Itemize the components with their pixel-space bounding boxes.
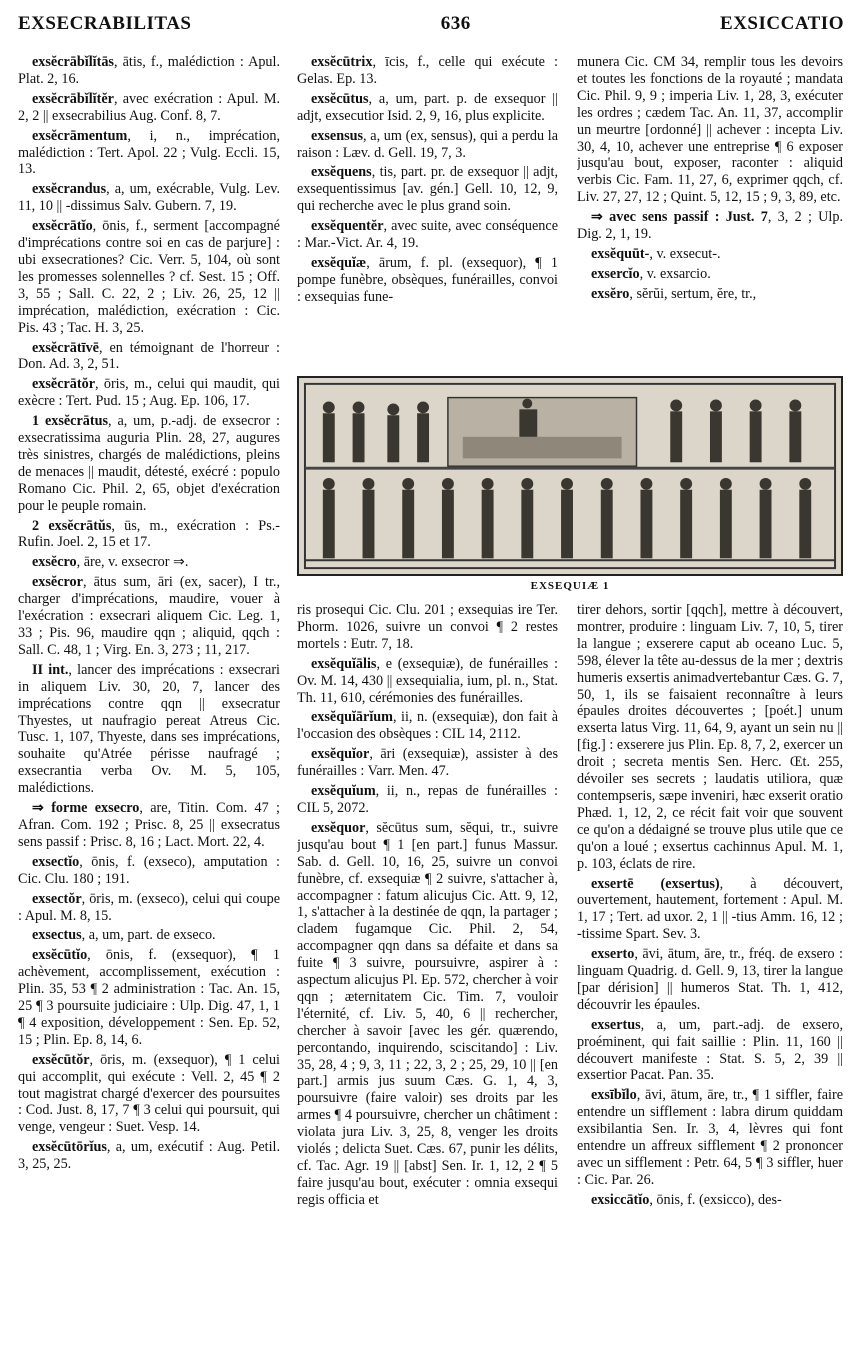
funeral-relief-illustration-icon — [299, 378, 841, 574]
column-left — [18, 54, 280, 1354]
dictionary-entry: exsĕcūtrix, īcis, f., celle qui exécute : Gelas. Ep. 13. — [297, 54, 558, 87]
header-left-word: EXSECRABILITAS — [18, 13, 192, 34]
dictionary-entry: exsiccātĭo, ōnis, f. (exsicco), des- — [591, 1191, 782, 1208]
dictionary-entry: exsĕcūtŏr, ōris, m. (exsequor), ¶ 1 celui qui accomplit, qui exécute : Vell. 2, 45 ¶ 2 tout magistrat chargé d'exercer des poursuites : Cod. Just. 8, 17, 7 ¶ 3 celui qui poursuit, qui venge, vengeur : Suet. Vesp. 14. — [18, 1051, 280, 1136]
dictionary-entry: ris prosequi Cic. Clu. 201 ; exsequias ire Ter. Phorm. 1026, suivre un convoi ¶ 2 restes mortels : Eutr. 7, 18. — [297, 602, 558, 652]
entry-headword: ⇒ avec sens passif : Just. 7 — [591, 209, 768, 226]
dictionary-entry: exsĕquĭor, āri (exsequiæ), assister à des funérailles : Varr. Men. 47. — [297, 746, 558, 780]
entry-headword: exsiccātĭo — [591, 1191, 650, 1208]
dictionary-entry: exsĕquĭum, ii, n., repas de funérailles : CIL 5, 2072. — [297, 783, 558, 816]
dictionary-entry: exsĕro, sĕrŭi, sertum, ĕre, tr., — [591, 285, 757, 302]
dictionary-entry: ⇒ forme exsecro, are, Titin. Com. 47 ; Afran. Com. 192 ; Prisc. 8, 25 || exsecratus sens passif : Prisc. 8, 16 ; Lact. Mort. 22, 4. — [18, 800, 280, 850]
running-header — [18, 10, 844, 38]
dictionary-entry: exsĕcrātŏr, ōris, m., celui qui maudit, qui exècre : Tert. Pud. 15 ; Aug. Ep. 106, 17. — [18, 376, 280, 410]
dictionary-entry: exsĕcūtĭo, ōnis, f. (exsequor), ¶ 1 achèvement, accomplissement, exécution : Plin. 35, 53 ¶ 2 administration : Tac. An. 15, 25 ¶ 3 poursuite judiciaire : Ulp. Dig. 47, 1, 1 ¶ 4 exposition, développement : Sen. Ep. 52, 15 ; Plin. Ep. 8, 14, 6. — [18, 947, 280, 1048]
header-right-word: EXSICCATIO — [720, 13, 844, 34]
entry-headword: exsĕro — [591, 285, 630, 302]
entry-headword: II int. — [32, 661, 69, 678]
dictionary-entry: exserto, āvi, ātum, āre, tr., fréq. de exsero : linguam Quadrig. d. Gell. 9, 13, tirer la langue [par dérision] || humeros Stat. Th. 1, 412, découvrir les épaules. — [577, 946, 843, 1013]
dictionary-entry: exsĕquens, tis, part. pr. de exsequor || adjt, exsequentissimus [av. gén.] Gell. 10, 12, 9, qui recherche avec le plus grand soin. — [297, 164, 558, 215]
entry-headword: exsĕcūtus — [311, 90, 369, 107]
column-right-bottom — [577, 602, 843, 1354]
entry-headword: exsĕcūtŏr — [32, 1051, 90, 1068]
entry-headword: exsībĭlo — [591, 1087, 637, 1104]
column-right-top — [577, 54, 843, 372]
entry-headword: exsensus — [311, 127, 364, 144]
entry-headword: 1 exsĕcrātus — [32, 413, 109, 430]
dictionary-entry: tirer dehors, sortir [qqch], mettre à découvert, montrer, produire : linguam Liv. 7, 10, 5, tirer la langue ; exserere caput ab oceano Luc. 5, 598, élever la tête au-dessus de la mer ; dextris humeris exsertis animadvertebantur Cæs. G. 7, 50, 1, ils se faisaient reconnaître à leurs épaules droites découvertes ; [poét.] unum exserta latus Virg. 11, 64, 9, ayant un sein nu || [fig.] : exserere jus Plin. Ep. 8, 7, 2, exercer un droit ; secreta mentis Sen. Herc. Œt. 255, dévoiler ses secrets ; laudatis utiliora, quæ contempseris, sæpe inveniri, hæc exserit oratio Phæd. 1, 12, 2, ce récit fait voir que souvent ce qu'on a dédaigné se trouve plus utile que ce qu'on a loué ; exsertus cachinnus Apul. M. 1, p. 103, éclats de rire. — [577, 602, 843, 872]
dictionary-entry: 1 exsĕcrātus, a, um, p.-adj. de exsecror : exsecratissima auguria Plin. 28, 27, augures très sinistres, chargés de malédictions, pleins de menaces || maudit, détesté, exécré : populo Romano Cic. Phil. 2, 65, objet d'exécration pour le peuple romain. — [18, 413, 280, 514]
dictionary-entry: exsectĭo, ōnis, f. (exseco), amputation : Cic. Clu. 180 ; 191. — [18, 853, 280, 887]
entry-headword: exsercĭo — [591, 265, 640, 282]
dictionary-entry: exsībĭlo, āvi, ātum, āre, tr., ¶ 1 siffler, faire entendre un sifflement : labra dirum quiddam exsibilantia Sen. Ir. 3, 4, lèvres qui font entendre un affreux sifflement ¶ 2 prononcer avec un sifflement : Petr. 64, 5 ¶ 3 siffler, huer : Cic. Par. 26. — [577, 1087, 843, 1188]
column-middle-top — [297, 54, 558, 372]
dictionary-entry: exsĕcrāmentum, i, n., imprécation, malédiction : Tert. Apol. 22 ; Vulg. Eccli. 15, 13. — [18, 127, 280, 178]
entry-headword: exsĕcro — [32, 554, 77, 571]
dictionary-entry: exsĕquor, sĕcūtus sum, sĕqui, tr., suivre jusqu'au bout ¶ 1 [en part.] funus Massur. Sab. d. Gell. 10, 16, 25, suivre un convoi funèbre, cf. exsequiæ ¶ 2 suivre, s'attacher à, accompagner : fatum alicujus Cic. Att. 9, 12, 1, s'attacher à la destinée de qqn, la partager ; cladem fugamque Cic. Phil. 2, 54, accompagner qqn dans sa défaite et dans sa fuite ¶ 3 suivre, poursuivre, aspirer à : aspectum alicujus Pl. Ep. 572, chercher à voir qqn ; æternitatem Cic. Tim. 7, vouloir l'éternité, cf. Liv. 5, 40, 6 || rechercher, chercher à savoir [avec les gér. quærendo, percontando, inquirendo, sciscitando] : Liv. 35, 28, 4 ; 9, 3, 11 ; 22, 3, 2 ; 25, 29, 10 || [en part.] armis jus suum Cæs. G. 1, 4, 3, poursuivre (faire valoir) ses droits par les armes ¶ 4 poursuivre, chercher un châtiment : violata jura Liv. 3, 25, 8, venger les droits violés ; delicta Suet. Cæs. 67, punir les délits, cf. Tac. Agr. 19 || [abst] Sen. Ir. 1, 12, 2 ¶ 5 faire jusqu'au bout, exécuter : omnia exsequi regis officia et — [297, 819, 558, 1208]
dictionary-entry: exsectŏr, ōris, m. (exseco), celui qui coupe : Apul. M. 8, 15. — [18, 890, 280, 924]
entry-headword: ⇒ forme exsecro — [32, 800, 140, 817]
dictionary-entry: exsectus, a, um, part. de exseco. — [32, 927, 216, 944]
dictionary-entry: exsĕcrātīvē, en témoignant de l'horreur : Don. Ad. 3, 2, 51. — [18, 339, 280, 373]
dictionary-entry: II int., lancer des imprécations : exsecrari in aliquem Liv. 30, 20, 7, lancer des imprécations contre qqn || exsecratur Thyestes, ut naufragio pereat Atreus Cic. Tusc. 1, 107, Thyeste, dans ses imprécations, souhaite qu'Atrée périsse naufragé ; exsecrantia verba Ov. M. 5, 105, malédictions. — [18, 661, 280, 797]
dictionary-entry: exsĕcrandus, a, um, exécrable, Vulg. Lev. 11, 10 || -dissimus Salv. Gubern. 7, 19. — [18, 181, 280, 215]
entry-headword: exsertē (exsertus) — [591, 875, 720, 892]
entry-headword: exsectĭo — [32, 853, 80, 870]
entry-headword: 2 exsĕcrātŭs — [32, 517, 112, 534]
entry-headword: exsĕcūtrix — [311, 54, 373, 70]
entry-headword: exsĕcrābĭlĭtās — [32, 54, 114, 70]
column-middle-bottom — [297, 602, 558, 1354]
entry-headword: exsĕquentĕr — [311, 218, 384, 235]
entry-headword: exsĕcrāmentum — [32, 127, 128, 144]
figure-caption: EXSEQUIÆ 1 — [530, 580, 610, 592]
entry-headword: exsertus — [591, 1016, 641, 1033]
dictionary-entry: exsĕcrābĭlĭtĕr, avec exécration : Apul. M. 2, 2 || exsecrabilius Aug. Conf. 8, 7. — [18, 90, 280, 124]
entry-headword: exserto — [591, 946, 635, 963]
entry-headword: exsectŏr — [32, 890, 82, 907]
entry-headword: exsĕquĭālis — [311, 655, 377, 672]
entry-headword: exsĕquūt- — [591, 245, 650, 262]
dictionary-entry: exsĕcro, āre, v. exsecror ⇒. — [32, 554, 189, 571]
entry-headword: exsĕquĭum — [311, 783, 376, 800]
dictionary-entry: exsĕcūtus, a, um, part. p. de exsequor || adjt, exsecutior Isid. 2, 9, 16, plus explicite. — [297, 90, 558, 124]
entry-headword: exsĕcūtĭo — [32, 947, 88, 964]
dictionary-entry: exsĕquĭæ, ārum, f. pl. (exsequor), ¶ 1 pompe funèbre, obsèques, funérailles, convoi : exsequias fune- — [297, 254, 558, 305]
entry-headword: exsĕcūtōrĭus — [32, 1139, 107, 1156]
entry-headword: exsĕcrātīvē — [32, 339, 99, 356]
dictionary-entry: exsensus, a, um (ex, sensus), qui a perdu la raison : Læv. d. Gell. 19, 7, 3. — [297, 127, 558, 161]
dictionary-entry: exsĕcrābĭlĭtās, ātis, f., malédiction : Apul. Plat. 2, 16. — [18, 54, 280, 87]
dictionary-entry: munera Cic. CM 34, remplir tous les devoirs et toutes les fonctions de la royauté ; mandata Cic. Phil. 9, 9 ; imperia Liv. 1, 28, 3, exécuter les ordres ; cædem Tac. An. 11, 37, accomplir un meurtre [ordonné] || achever : incepta Liv. 30, 4, 10, achever une entreprise ¶ 6 exposer jusqu'au bout, exposer, raconter : aliquid verbis Cic. Fam. 11, 27, 6, exprimer qqch, cf. Liv. 27, 27, 12 ; Quint. 5, 12, 15 ; 9, 3, 89, etc. — [577, 54, 843, 206]
dictionary-entry: exsĕquĭārĭum, ii, n. (exsequiæ), don fait à l'occasion des obsèques : CIL 14, 2112. — [297, 709, 558, 743]
entry-headword: exsĕquĭæ — [311, 254, 367, 271]
dictionary-entry: exsercĭo, v. exsarcio. — [591, 265, 711, 282]
dictionary-entry: exsĕcror, ātus sum, āri (ex, sacer), I tr., charger d'imprécations, maudire, vouer à l'exécration : exsecrari aliquem Cic. Leg. 1, 33 ; Pis. 96, maudire qqn ; aliquid, qqch : Sall. C. 48, 1 ; Virg. En. 3, 273 ; 11, 217. — [18, 574, 280, 658]
dictionary-entry: exsertē (exsertus), à découvert, ouvertement, hautement, fortement : Apul. M. 1, 17 ; Tert. ad uxor. 2, 1 || -tius Amm. 16, 12 ; -tissime Spart. Sev. 3. — [577, 875, 843, 943]
entry-headword: exsĕcrandus — [32, 181, 107, 198]
entry-headword: exsĕquĭārĭum — [311, 709, 393, 726]
dictionary-entry: exsĕquentĕr, avec suite, avec conséquence : Mar.-Vict. Ar. 4, 19. — [297, 218, 558, 252]
dictionary-entry: exsĕquūt-, v. exsecut-. — [591, 245, 721, 262]
funeral-relief-figure — [297, 376, 843, 576]
entry-headword: exsĕcrātŏr — [32, 376, 96, 393]
entry-headword: exsĕcrātĭo — [32, 218, 93, 235]
dictionary-entry: exsertus, a, um, part.-adj. de exsero, proéminent, qui fait saillie : Plin. 11, 160 || découvert manifeste : Stat. S. 5, 2, 39 || exsertior Pacat. Pan. 35. — [577, 1016, 843, 1084]
dictionary-entry: exsĕquĭālis, e (exsequiæ), de funérailles : Ov. M. 14, 430 || exsequialia, ium, pl. n., Stat. Th. 11, 610, cérémonies des funérailles. — [297, 655, 558, 706]
dictionary-entry: exsĕcrātĭo, ōnis, f., serment [accompagné d'imprécations contre soi en cas de parjure] : ubi exsecrationes? Cic. Verr. 5, 104, où sont les promesses solennelles ? cf. Sest. 15 ; Off. 3, 55 ; Sall. C. 22, 2 ; Liv. 26, 25, 12 || imprécation, malédiction, exécration : Cic. Pis. 43 ; Tac. H. 3, 25. — [18, 218, 280, 336]
entry-headword: exsĕcror — [32, 574, 83, 591]
dictionary-entry: exsĕcūtōrĭus, a, um, exécutif : Aug. Petil. 3, 25, 25. — [18, 1139, 280, 1173]
dictionary-entry: ⇒ avec sens passif : Just. 7, 3, 2 ; Ulp. Dig. 2, 1, 19. — [577, 209, 843, 243]
entry-headword: exsĕquens — [311, 164, 372, 181]
entry-headword: exsĕcrābĭlĭtĕr — [32, 90, 114, 107]
entry-headword: exsectus — [32, 927, 82, 944]
dictionary-entry: 2 exsĕcrātŭs, ūs, m., exécration : Ps.-Rufin. Joel. 2, 15 et 17. — [18, 517, 280, 551]
entry-headword: exsĕquĭor — [311, 746, 370, 763]
page-number: 636 — [440, 13, 471, 34]
entry-headword: exsĕquor — [311, 819, 366, 836]
